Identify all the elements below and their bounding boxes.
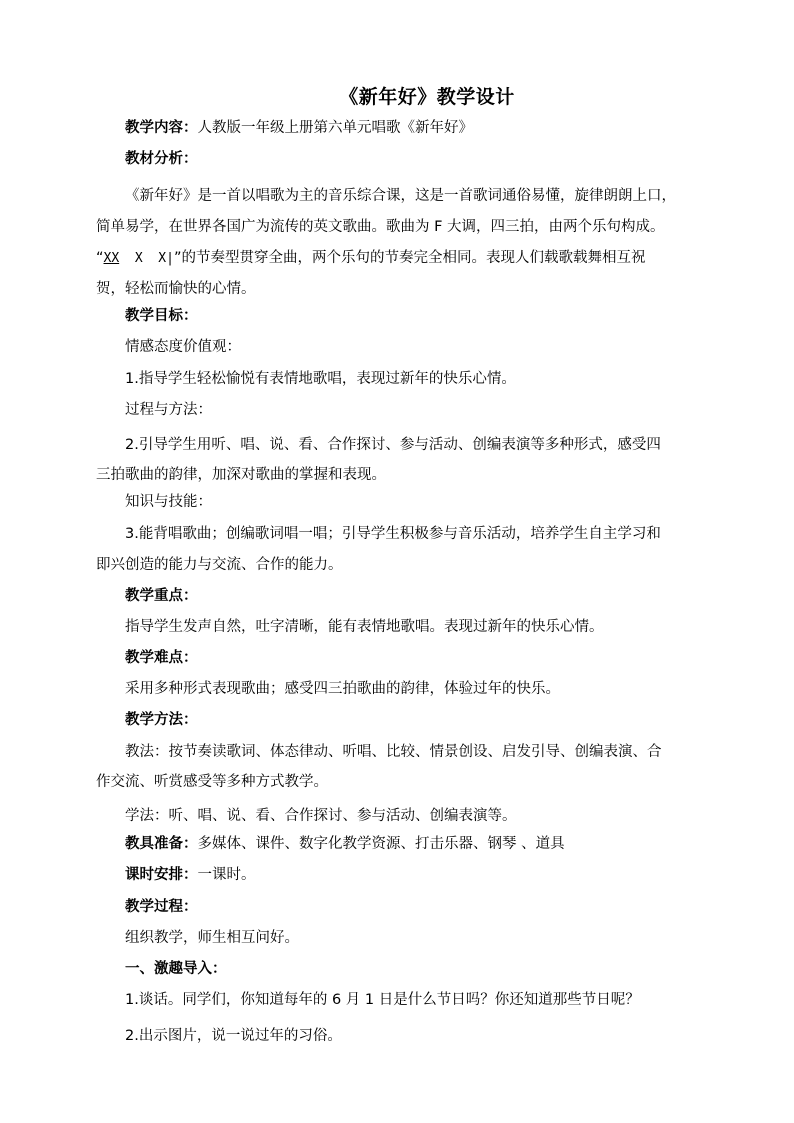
difficulty-text: 采用多种形式表现歌曲；感受四三拍歌曲的韵律，体验过年的快乐。 [125,681,560,697]
goal-1: 1.指导学生轻松愉悦有表情地歌唱，表现过新年的快乐心情。 [125,371,516,387]
method-label: 教学方法： [125,712,198,728]
tools-label: 教具准备： [125,836,198,852]
quote-open: “ [96,250,104,266]
difficulty-label: 教学难点： [125,650,198,666]
goal-emotion-label: 情感态度价值观： [125,339,241,355]
content-label: 教学内容： [125,120,198,136]
analysis-paragraph-line-2: 简单易学，在世界各国广为流传的英文歌曲。歌曲为 F 大调，四三拍，由两个乐句构成。 [96,219,665,235]
goal-2-line-2: 三拍歌曲的韵律，加深对歌曲的掌握和表现。 [96,467,386,483]
content-line [125,118,473,138]
page-title: 《新年好》教学设计 [339,86,515,108]
section-1-heading: 一、激趣导入： [125,961,227,977]
process-label: 教学过程： [125,899,198,915]
analysis-paragraph-line-1: 《新年好》是一首以唱歌为主的音乐综合课，这是一首歌词通俗易懂，旋律朗朗上口， [125,188,676,204]
tools-text: 多媒体、课件、数字化教学资源、打击乐器、钢琴 、道具 [197,836,565,852]
rhythm-quarter-notes: X X| [119,251,174,266]
time-line [125,865,256,885]
key-label: 教学重点： [125,588,198,604]
method-teach-line-2: 作交流、听赏感受等多种方式教学。 [96,774,328,790]
analysis-paragraph-line-4: 贺，轻松而愉快的心情。 [96,281,256,297]
goal-process-label: 过程与方法： [125,402,212,418]
analysis-paragraph-line-3-text: ”的节奏型贯穿全曲，两个乐句的节奏完全相同。表现人们载歌载舞相互祝 [173,250,646,266]
tools-line [125,834,565,854]
goal-2-line-1: 2.引导学生用听、唱、说、看、合作探讨、参与活动、创编表演等多种形式，感受四 [125,437,661,453]
analysis-label: 教材分析： [125,151,198,167]
step-1: 1.谈话。同学们，你知道每年的 6 月 1 日是什么节日吗？你还知道那些节日呢？ [125,992,640,1008]
goal-skill-label: 知识与技能： [125,494,212,510]
content-text: 人教版一年级上册第六单元唱歌《新年好》 [197,120,473,136]
goal-3-line-2: 即兴创造的能力与交流、合作的能力。 [96,557,343,573]
rhythm-eighth-notes: XX [103,251,120,266]
analysis-paragraph-line-3 [96,248,645,269]
step-2: 2.出示图片，说一说过年的习俗。 [125,1028,342,1044]
method-learn: 学法：听、唱、说、看、合作探讨、参与活动、创编表演等。 [125,808,517,824]
method-teach-line-1: 教法：按节奏读歌词、体态律动、听唱、比较、情景创设、启发引导、创编表演、合 [125,744,662,760]
key-text: 指导学生发声自然，吐字清晰，能有表情地歌唱。表现过新年的快乐心情。 [125,619,604,635]
process-intro: 组织教学，师生相互问好。 [125,930,299,946]
goals-label: 教学目标： [125,308,198,324]
goal-3-line-1: 3.能背唱歌曲；创编歌词唱一唱；引导学生积极参与音乐活动，培养学生自主学习和 [125,526,661,542]
time-label: 课时安排： [125,867,198,883]
time-text: 一课时。 [197,867,256,883]
